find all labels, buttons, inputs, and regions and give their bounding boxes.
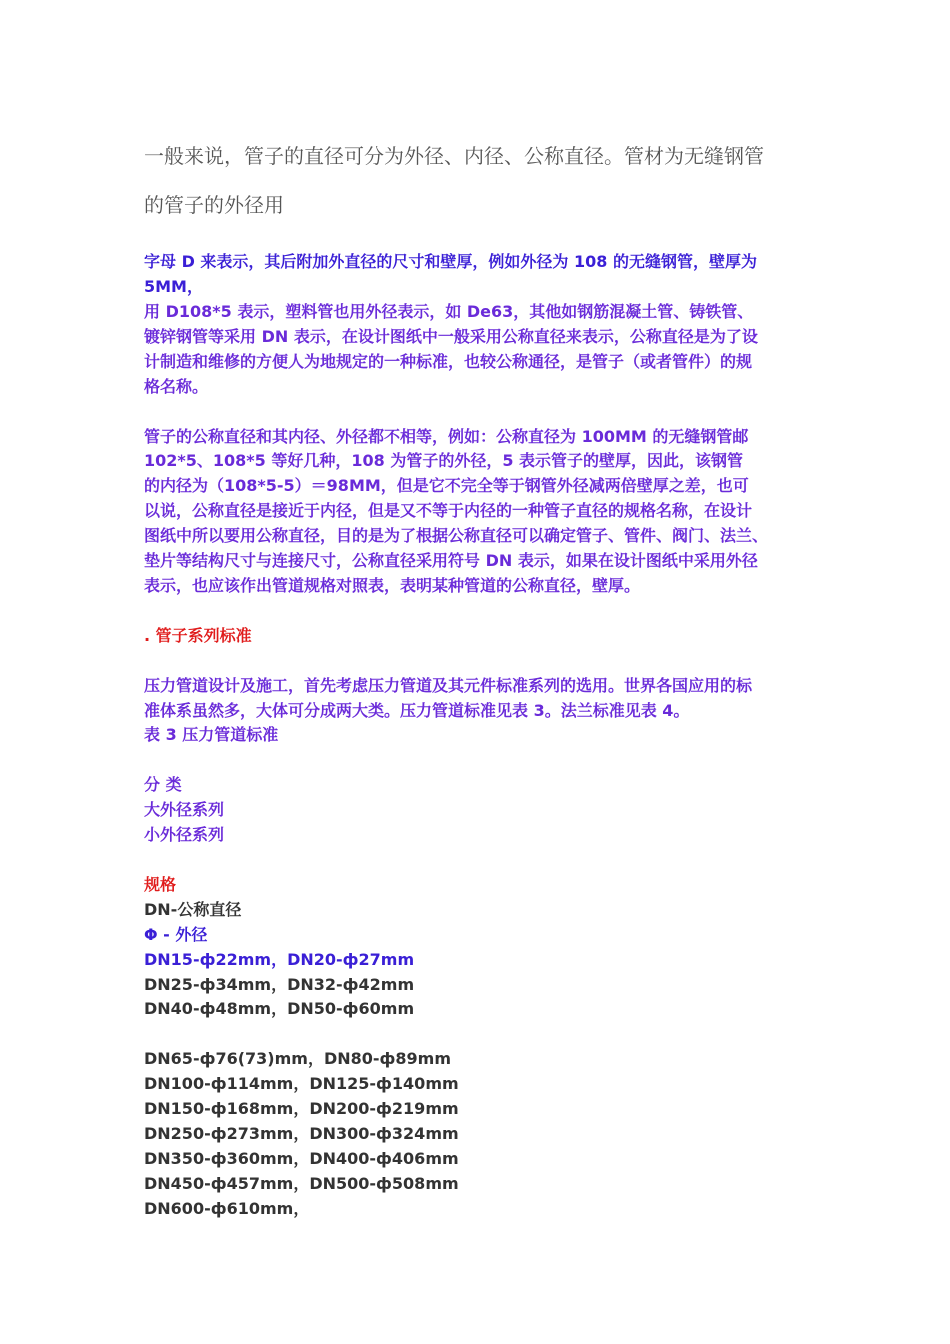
classification-item: 小外径系列 [144, 825, 225, 844]
para3-line: 准体系虽然多，大体可分成两大类。压力管道标准见表 3。法兰标准见表 4。 [144, 701, 690, 720]
para2-line: 表示，也应该作出管道规格对照表，表明某种管道的公称直径，壁厚。 [144, 576, 641, 595]
para1-line: 计制造和维修的方便人为地规定的一种标准，也较公称通径，是管子（或者管件）的规 [144, 352, 753, 371]
spec-row: DN350-ф360mm，DN400-ф406mm [144, 1149, 459, 1168]
spec-label: 规格 [144, 875, 177, 894]
para2-line: 以说，公称直径是接近于内径，但是又不等于内径的一种管子直径的规格名称，在设计 [144, 501, 753, 520]
intro-title-line-2: 的管子的外径用 [144, 193, 284, 217]
para2-line: 102*5、108*5 等好几种，108 为管子的外径，5 表示管子的壁厚，因此，该钢管 [144, 451, 744, 470]
para1-line: 格名称。 [144, 377, 209, 396]
spec-row: DN15-ф22mm，DN20-ф27mm [144, 950, 415, 969]
spec-row: DN250-ф273mm，DN300-ф324mm [144, 1124, 459, 1143]
dn-label: DN-公称直径 [144, 900, 242, 919]
spec-row: DN150-ф168mm，DN200-ф219mm [144, 1099, 459, 1118]
para1-line: 用 D108*5 表示，塑料管也用外径表示，如 De63，其他如钢筋混凝土管、铸铁管、 [144, 302, 754, 321]
spec-row: DN25-ф34mm，DN32-ф42mm [144, 975, 415, 994]
spec-row: DN600-ф610mm， [144, 1199, 310, 1218]
para1-line: 5MM， [144, 277, 203, 296]
intro-title-line-1: 一般来说，管子的直径可分为外径、内径、公称直径。管材为无缝钢管 [144, 144, 764, 168]
para3-line: 压力管道设计及施工，首先考虑压力管道及其元件标准系列的选用。世界各国应用的标 [144, 676, 753, 695]
spec-row: DN100-ф114mm，DN125-ф140mm [144, 1074, 459, 1093]
para1-line: 字母 D 来表示，其后附加外直径的尺寸和壁厚，例如外径为 108 的无缝钢管，壁厚为 [144, 252, 757, 271]
spec-row: DN65-ф76(73)mm，DN80-ф89mm [144, 1049, 452, 1068]
para2-line: 图纸中所以要用公称直径，目的是为了根据公称直径可以确定管子、管件、阀门、法兰、 [144, 526, 769, 545]
spec-row: DN40-ф48mm，DN50-ф60mm [144, 999, 415, 1018]
para2-line: 管子的公称直径和其内径、外径都不相等，例如：公称直径为 100MM 的无缝钢管邮 [144, 427, 749, 446]
para2-line: 的内径为（108*5-5）＝98MM，但是它不完全等于钢管外径减两倍壁厚之差，也可 [144, 476, 749, 495]
para2-line: 垫片等结构尺寸与连接尺寸，公称直径采用符号 DN 表示，如果在设计图纸中采用外径 [144, 551, 758, 570]
para1-line: 镀锌钢管等采用 DN 表示，在设计图纸中一般采用公称直径来表示，公称直径是为了设 [144, 327, 758, 346]
classification-label: 分 类 [144, 775, 182, 794]
table-caption: 表 3 压力管道标准 [144, 725, 279, 744]
phi-label: Φ - 外径 [144, 925, 208, 944]
classification-item: 大外径系列 [144, 800, 225, 819]
section-heading: . 管子系列标准 [144, 626, 252, 645]
spec-row: DN450-ф457mm，DN500-ф508mm [144, 1174, 459, 1193]
